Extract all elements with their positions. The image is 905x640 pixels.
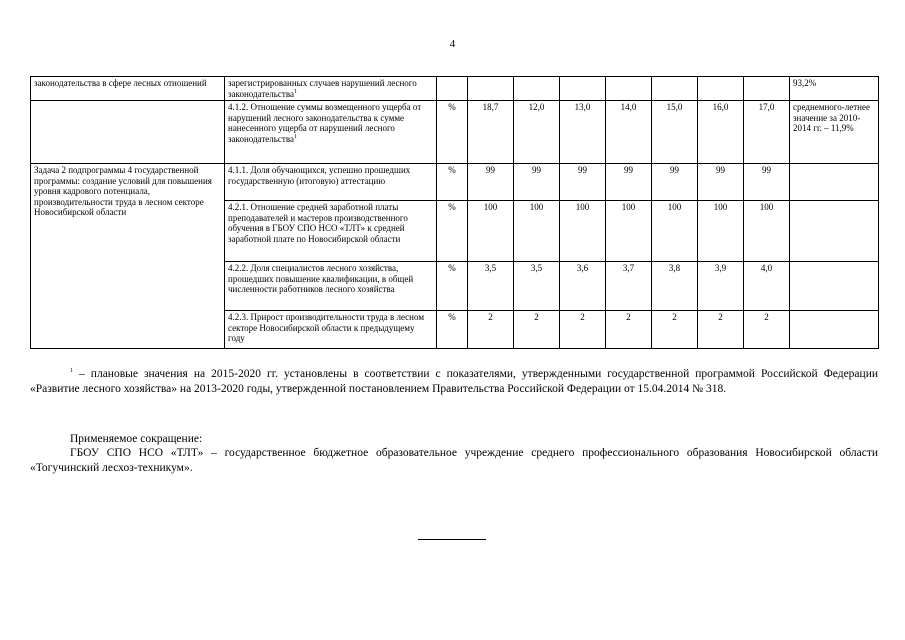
value-cell <box>468 77 514 101</box>
table-row <box>31 77 879 101</box>
value-cell: 100 <box>606 201 652 262</box>
value-cell <box>698 77 744 101</box>
page-number: 4 <box>449 38 456 50</box>
value-cell: 2 <box>514 311 560 349</box>
note-cell <box>790 201 879 262</box>
note-cell <box>790 262 879 311</box>
value-cell: 99 <box>560 164 606 201</box>
footnote <box>30 367 878 396</box>
table-row <box>31 164 879 201</box>
value-cell: 99 <box>698 164 744 201</box>
value-cell: 15,0 <box>652 101 698 164</box>
value-cell <box>560 77 606 101</box>
value-cell: 100 <box>744 201 790 262</box>
value-cell: 16,0 <box>698 101 744 164</box>
unit-cell: % <box>437 311 468 349</box>
unit-cell: % <box>437 164 468 201</box>
value-cell: 14,0 <box>606 101 652 164</box>
value-cell: 3,5 <box>514 262 560 311</box>
value-cell: 2 <box>744 311 790 349</box>
value-cell: 13,0 <box>560 101 606 164</box>
indicators-table <box>30 76 879 349</box>
unit-cell: % <box>437 201 468 262</box>
indicator-cell: 4.2.1. Отношение средней заработной платы преподавателей и мастеров производственного обучения в ГБОУ СПО НСО «ТЛТ» к средней заработной плате по Новосибирской области <box>225 201 437 262</box>
task-cell <box>31 101 225 164</box>
value-cell <box>514 77 560 101</box>
value-cell: 3,9 <box>698 262 744 311</box>
value-cell: 17,0 <box>744 101 790 164</box>
value-cell: 100 <box>652 201 698 262</box>
indicator-cell: зарегистрированных случаев нарушений лесного законодательства$^1$ <box>225 77 437 101</box>
value-cell: 100 <box>560 201 606 262</box>
unit-cell <box>437 77 468 101</box>
value-cell: 100 <box>468 201 514 262</box>
indicator-cell: 4.1.2. Отношение суммы возмещенного ущерба от нарушений лесного законодательства к сумме нанесенного ущерба от нарушений лесного законодательства$^1$ <box>225 101 437 164</box>
footnote-text: – плановые значения на 2015-2020 гг. установлены в соответствии с показателями, утвержденными государственной программой Российской Федерации «Развитие лесного хозяйства» на 2013-2020 годы, утвержденной постановлением Правительства Российской Федерации от 15.04.2014 № 318. <box>30 368 878 395</box>
value-cell: 3,7 <box>606 262 652 311</box>
value-cell: 100 <box>698 201 744 262</box>
note-cell <box>790 311 879 349</box>
unit-cell: % <box>437 101 468 164</box>
value-cell: 2 <box>606 311 652 349</box>
task-cell: Задача 2 подпрограммы 4 государственной программы: создание условий для повышения уровня кадрового потенциала, производительности труда в лесном секторе Новосибирской области <box>31 164 225 349</box>
value-cell: 2 <box>468 311 514 349</box>
value-cell: 3,6 <box>560 262 606 311</box>
note-cell: среднемного-летнее значение за 2010-2014 гг. – 11,9% <box>790 101 879 164</box>
footnote-mark: 1 <box>70 368 73 375</box>
value-cell: 99 <box>606 164 652 201</box>
value-cell: 99 <box>468 164 514 201</box>
value-cell <box>606 77 652 101</box>
value-cell: 99 <box>744 164 790 201</box>
indicator-cell: 4.2.2. Доля специалистов лесного хозяйства, прошедших повышение квалификации, в общей численности работников лесного хозяйства <box>225 262 437 311</box>
abbreviation-text: ГБОУ СПО НСО «ТЛТ» – государственное бюджетное образовательное учреждение среднего профессионального образования Новосибирской области «Тогучинский лесхоз-техникум». <box>30 447 878 474</box>
value-cell: 18,7 <box>468 101 514 164</box>
table-row <box>31 101 879 164</box>
value-cell: 3,5 <box>468 262 514 311</box>
value-cell <box>652 77 698 101</box>
unit-cell: % <box>437 262 468 311</box>
indicator-cell: 4.2.3. Прирост производительности труда в лесном секторе Новосибирской области к предыдущему году <box>225 311 437 349</box>
value-cell: 99 <box>652 164 698 201</box>
value-cell <box>744 77 790 101</box>
value-cell: 2 <box>698 311 744 349</box>
note-cell <box>790 164 879 201</box>
abbreviation-title: Применяемое сокращение: <box>70 433 203 445</box>
value-cell: 12,0 <box>514 101 560 164</box>
task-cell: законодательства в сфере лесных отношений <box>31 77 225 101</box>
value-cell: 4,0 <box>744 262 790 311</box>
indicator-cell: 4.1.1. Доля обучающихся, успешно прошедших государственную (итоговую) аттестацию <box>225 164 437 201</box>
end-rule <box>418 539 486 540</box>
value-cell: 99 <box>514 164 560 201</box>
note-cell: 93,2% <box>790 77 879 101</box>
value-cell: 3,8 <box>652 262 698 311</box>
value-cell: 100 <box>514 201 560 262</box>
value-cell: 2 <box>652 311 698 349</box>
value-cell: 2 <box>560 311 606 349</box>
